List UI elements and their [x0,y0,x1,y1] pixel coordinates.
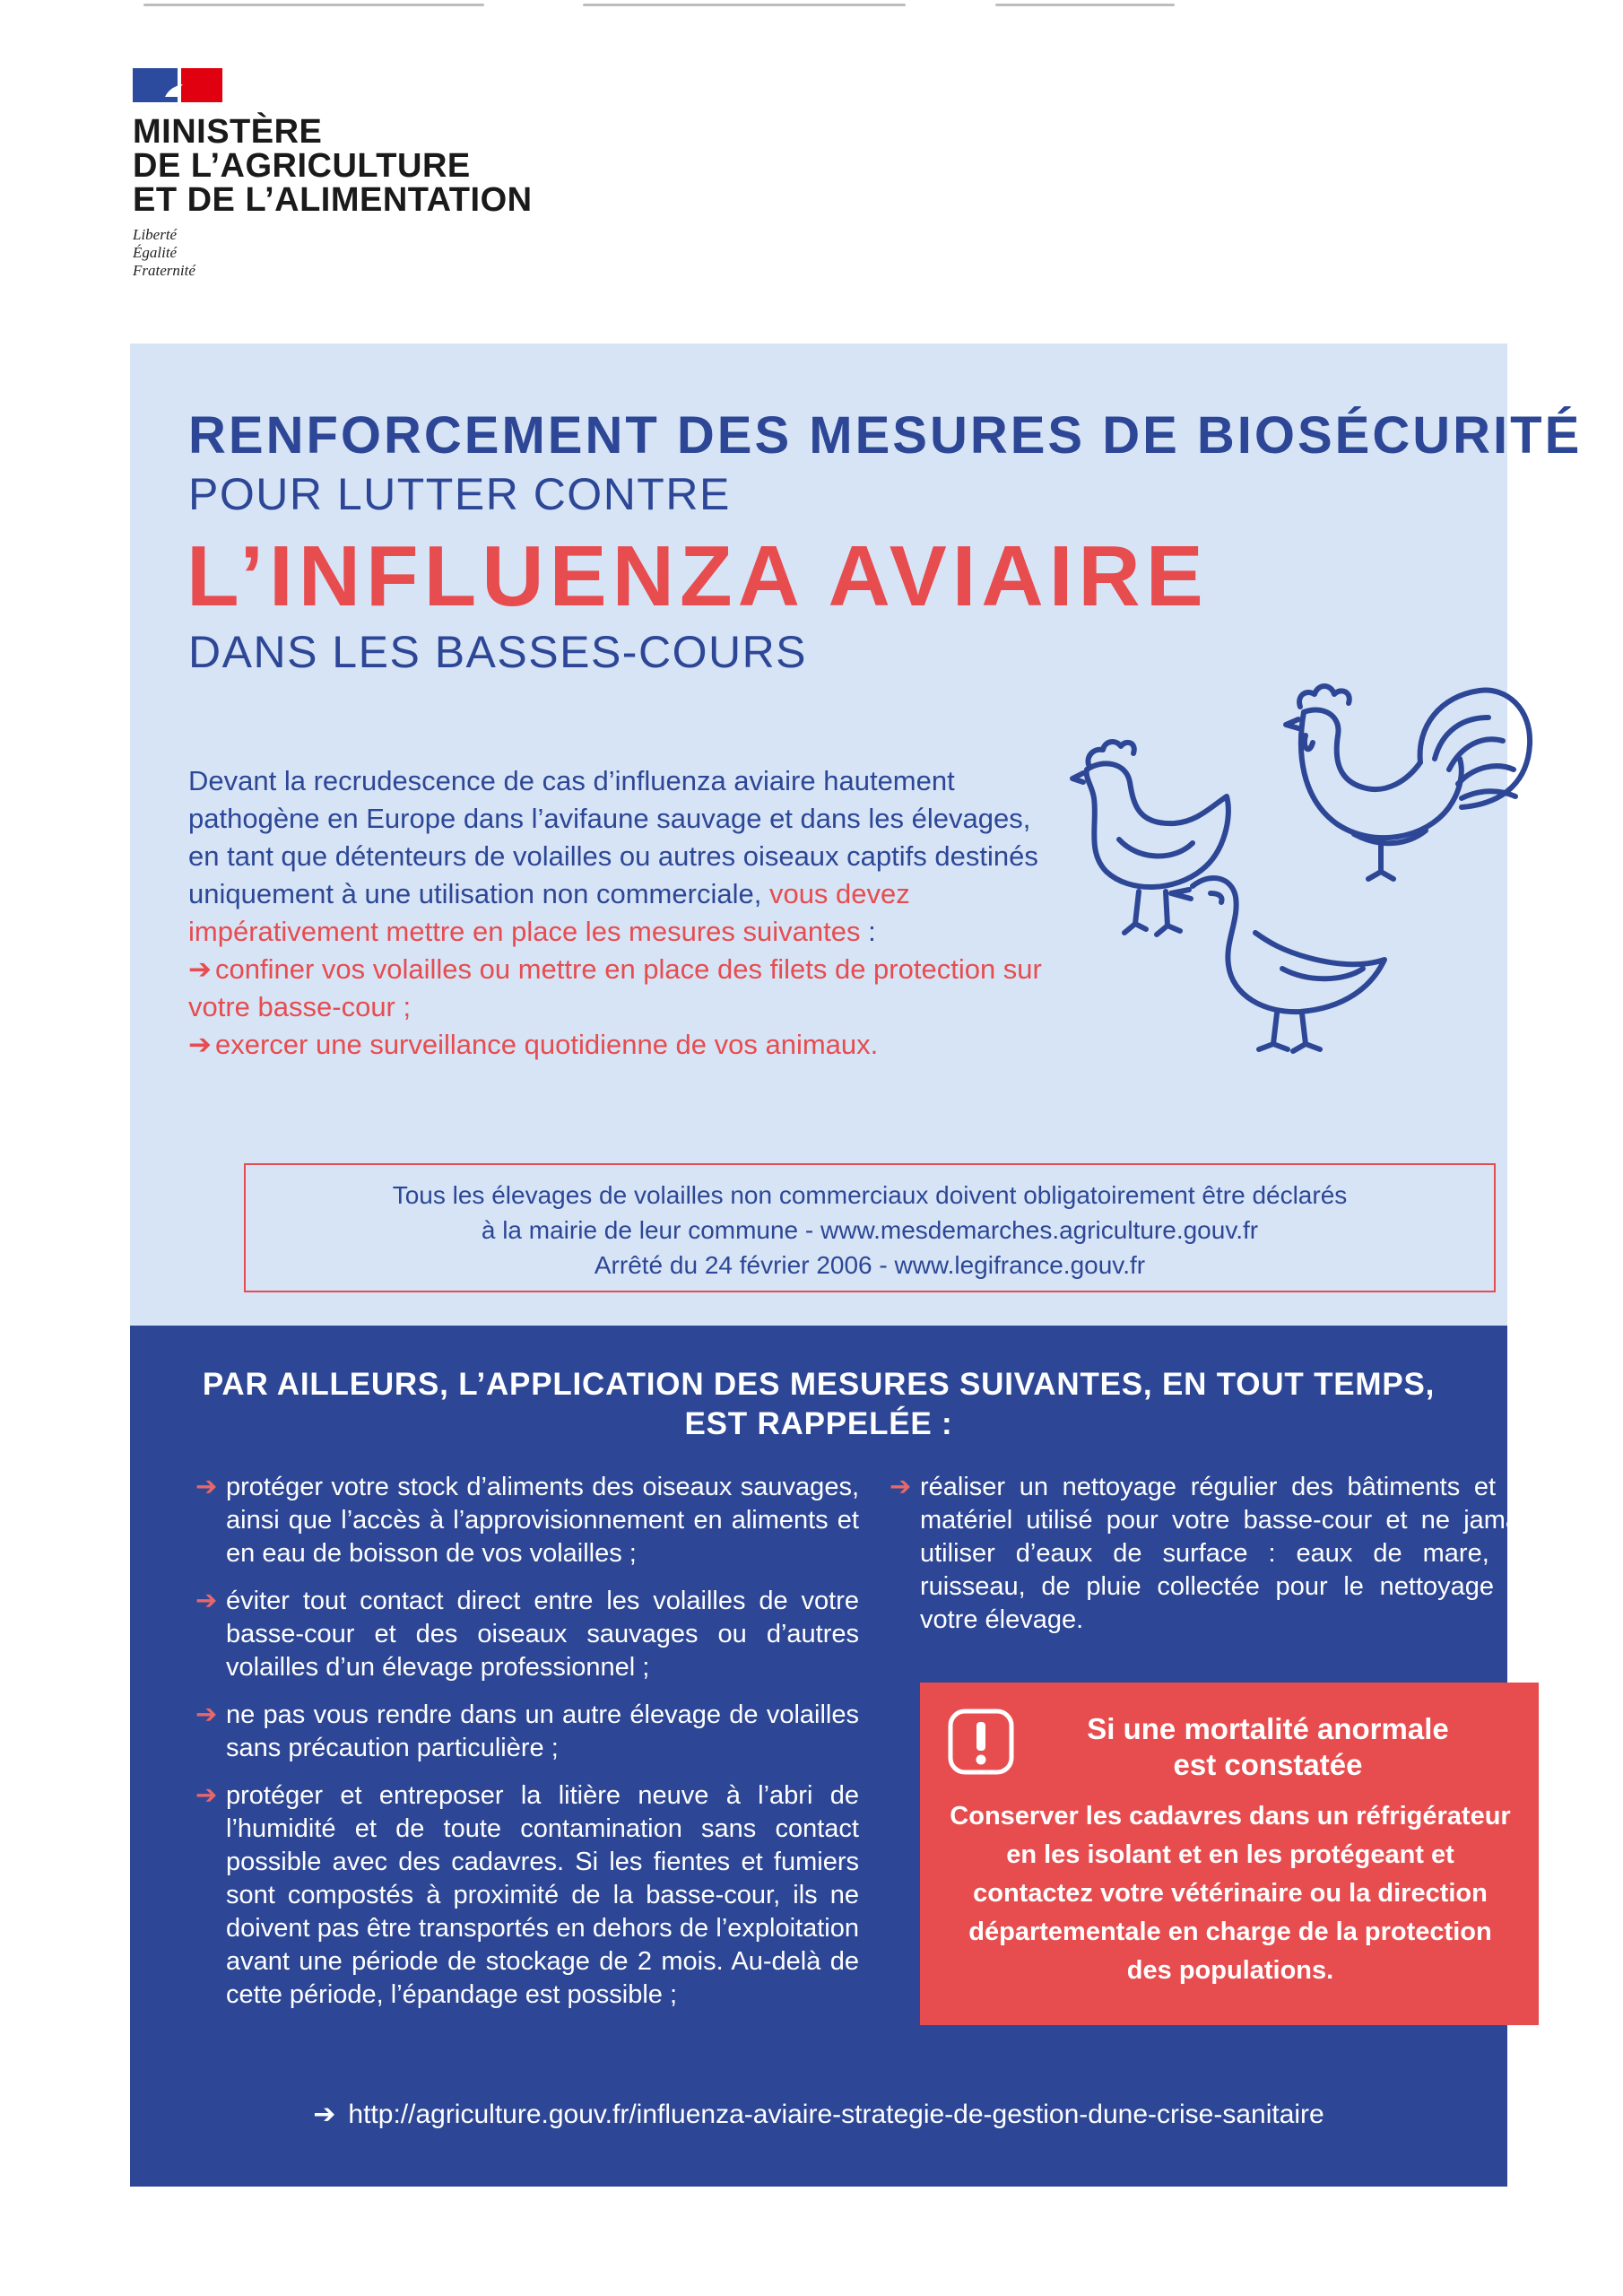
scan-artifact [995,4,1175,6]
title-line-4: DANS LES BASSES-COURS [188,627,808,677]
title-line-2: POUR LUTTER CONTRE [188,469,731,519]
poultry-illustration [1040,673,1542,1067]
intro-emphasis: vous devez impérativement mettre en place les mesures suivantes [188,878,910,947]
republic-flag-icon [133,68,222,102]
rooster-icon [1286,686,1530,879]
scan-artifact [143,4,484,6]
footer-link-row [130,2099,1507,2130]
arrow-icon: ➔ [188,953,212,985]
general-measures-title: PAR AILLEURS, L’APPLICATION DES MESURES SUIVANTES, EN TOUT TEMPS, EST RAPPELÉE : [202,1367,1436,1441]
intro-colon: : [860,916,876,947]
title-main: L’INFLUENZA AVIAIRE [187,528,1209,624]
marianne-icon [163,81,187,100]
registration-notice: Tous les élevages de volailles non commerciaux doivent obligatoirement être déclarés à la mairie de leur commune - www.mesdemarches.agriculture.gouv.fr Arrêté du 24 février 2006 - www.legifrance.gouv.fr [244,1163,1496,1292]
warning-icon [947,1708,1015,1776]
intro-text: Devant la recrudescence de cas d’influenza aviaire hautement pathogène en Europe dans l’avifaune sauvage et dans les élevages, en tant que détenteurs de volailles ou autres oiseaux captifs destinés uniquement à une utilisation non commerciale, [188,765,1038,909]
list-item: ➔ éviter tout contact direct entre les volailles de votre basse-cour et des oiseaux sauvages ou d’autres volailles d’un élevage professionnel ; [195,1587,859,1682]
alert-heading: Si une mortalité anormale est constatée [1087,1712,1449,1781]
list-item: ➔ réaliser un nettoyage régulier des bâtiments et du matériel utilisé pour votre basse-cour et ne jamais utiliser d’eaux de surface : eaux de mare, de ruisseau, de pluie collectée pour le nettoyage de votre élevage. [890,1473,1539,1634]
ministry-logo [133,68,533,280]
mortality-alert-box [920,1683,1539,2025]
intro-bullet: ➔ confiner vos volailles ou mettre en place des filets de protection sur votre basse-cour ; [188,951,1049,1026]
alert-body: Conserver les cadavres dans un réfrigérateur en les isolant et en les protégeant et contactez votre vétérinaire ou la direction départementale en charge de la protection des populations. [950,1802,1511,1985]
arrow-icon: ➔ [195,1781,218,1810]
arrow-icon: ➔ [195,1473,218,1501]
measures-right-column [890,1471,1539,1651]
intro-paragraph [188,762,1049,1064]
arrow-icon: ➔ [195,1700,218,1729]
footer-link[interactable]: http://agriculture.gouv.fr/influenza-aviaire-strategie-de-gestion-dune-crise-sanitaire [348,2100,1324,2129]
arrow-icon: ➔ [195,1587,218,1615]
hen-icon [1072,742,1228,935]
title-line-1: RENFORCEMENT DES MESURES DE BIOSÉCURITÉ [188,406,1583,465]
arrow-icon: ➔ [890,1473,912,1501]
list-item: ➔ protéger votre stock d’aliments des oiseaux sauvages, ainsi que l’accès à l’approvisionnement en aliments et en eau de boisson de vos volailles ; [195,1473,859,1568]
republic-motto: Liberté Égalité Fraternité [133,226,195,279]
duck-icon [1171,878,1384,1051]
measures-left-column [195,1471,859,2026]
arrow-icon: ➔ [313,2100,336,2129]
ministry-name: MINISTÈRE DE L’AGRICULTURE ET DE L’ALIMENTATION [133,113,533,219]
intro-bullet: ➔ exercer une surveillance quotidienne de vos animaux. [188,1026,1049,1064]
list-item: ➔ protéger et entreposer la litière neuve à l’abri de l’humidité et de toute contamination sans contact possible avec des cadavres. Si les fientes et fumiers sont compostés à proximité de la basse-cour, ils ne doivent pas être transportés en dehors de l’exploitation avant une période de stockage de 2 mois. Au-delà de cette période, l’épandage est possible ; [195,1781,859,2009]
arrow-icon: ➔ [188,1029,212,1060]
scan-artifact [583,4,906,6]
list-item: ➔ ne pas vous rendre dans un autre élevage de volailles sans précaution particulière ; [195,1700,859,1762]
